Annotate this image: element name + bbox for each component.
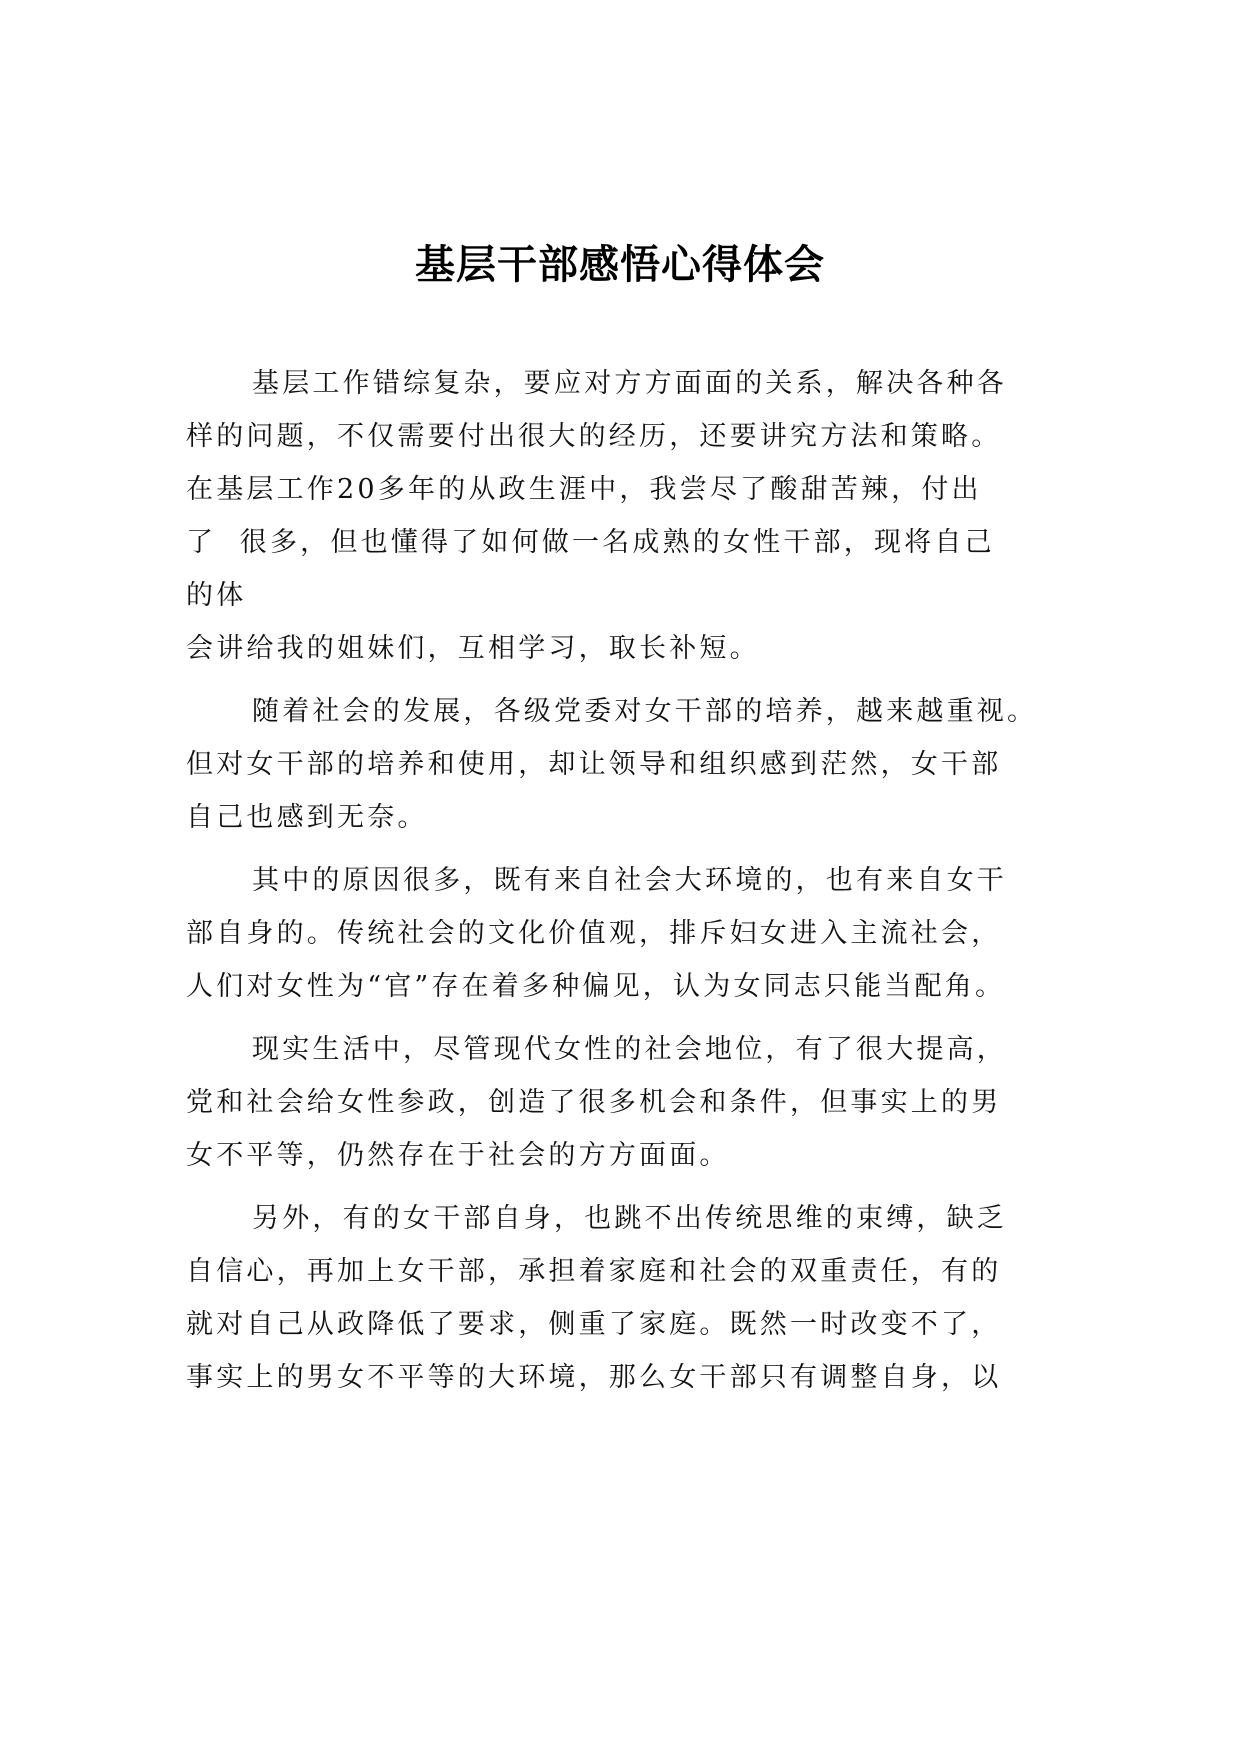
- text-line: 会讲给我的姐妹们，互相学习，取长补短。: [186, 633, 760, 664]
- text-line: 在基层工作20多年的从政生涯中，我尝尽了酸甜苦辣，付出: [186, 474, 982, 505]
- text-line: 部自身的。传统社会的文化价值观，排斥妇女进入主流社会，: [186, 918, 1002, 949]
- text-line: 样的问题，不仅需要付出很大的经历，还要讲究方法和策略。: [186, 421, 1002, 452]
- paragraph-3: [186, 854, 1048, 1013]
- text-line: 另外，有的女干部自身，也跳不出传统思维的束缚，缺乏: [252, 1203, 1007, 1234]
- paragraph-4: [186, 1023, 1048, 1182]
- paragraph-5: [186, 1192, 1048, 1404]
- text-line: 现实生活中，尽管现代女性的社会地位，有了很大提高，: [252, 1034, 1007, 1065]
- document-title: 基层干部感悟心得体会: [415, 242, 825, 288]
- text-line: 了 很多，但也懂得了如何做一名成熟的女性干部，现将自己: [186, 527, 995, 558]
- text-line: 基层工作错综复杂，要应对方方面面的关系，解决各种各: [252, 368, 1007, 399]
- text-line: 事实上的男女不平等的大环境，那么女干部只有调整自身，以: [186, 1362, 1002, 1393]
- paragraph-1: [186, 357, 1048, 675]
- text-line: 但对女干部的培养和使用，却让领导和组织感到茫然，女干部: [186, 749, 1002, 780]
- text-line: 党和社会给女性参政，创造了很多机会和条件，但事实上的男: [186, 1087, 1002, 1118]
- text-line: 随着社会的发展，各级党委对女干部的培养，越来越重视。: [252, 696, 1038, 727]
- text-line: 就对自己从政降低了要求，侧重了家庭。既然一时改变不了，: [186, 1309, 1002, 1340]
- text-line: 的体: [186, 580, 247, 611]
- document-body: [186, 357, 1048, 1414]
- text-line: 女不平等，仍然存在于社会的方方面面。: [186, 1140, 730, 1171]
- text-line: 人们对女性为“官”存在着多种偏见，认为女同志只能当配角。: [186, 971, 1006, 1002]
- text-line: 其中的原因很多，既有来自社会大环境的，也有来自女干: [252, 865, 1007, 896]
- text-line: 自信心，再加上女干部，承担着家庭和社会的双重责任，有的: [186, 1256, 1002, 1287]
- paragraph-2: [186, 685, 1048, 844]
- text-line: 自己也感到无奈。: [186, 802, 428, 833]
